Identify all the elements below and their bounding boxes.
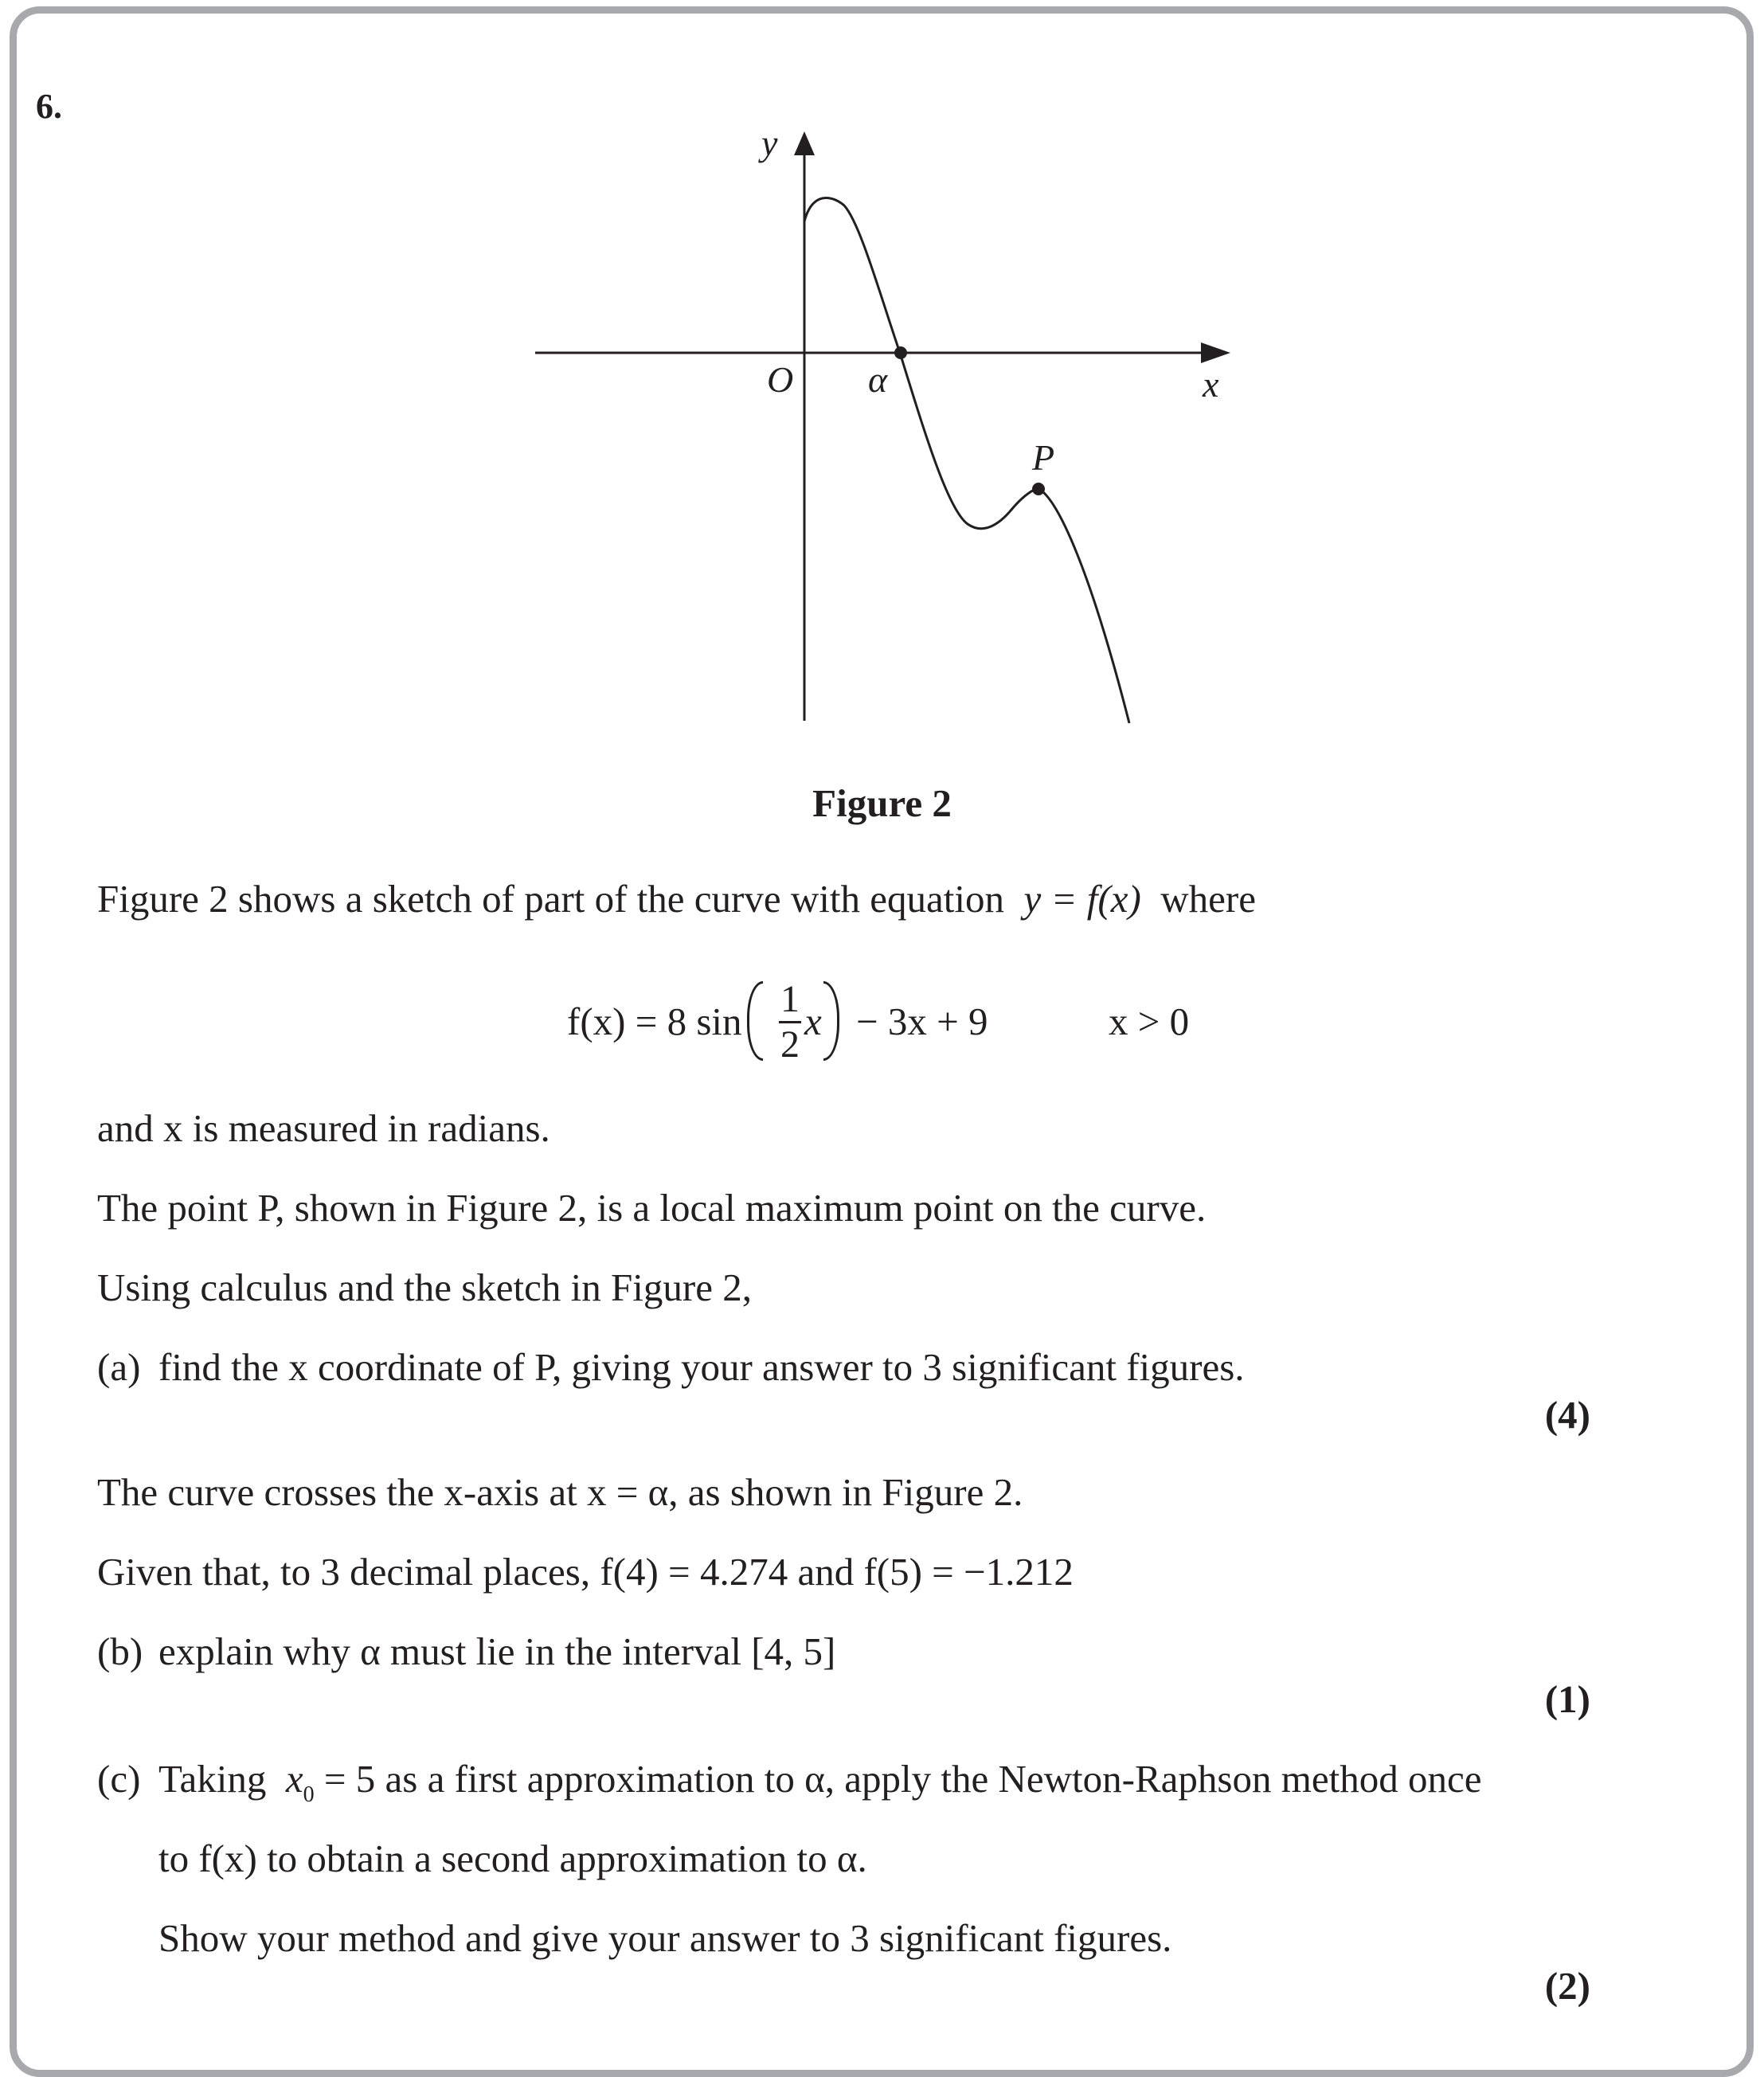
fraction-numerator: 1 [780, 978, 800, 1020]
part-c-line-2: to f(x) to obtain a second approximation to α. [158, 1836, 867, 1880]
curve [804, 198, 1129, 723]
y-axis-label: y [761, 123, 778, 163]
part-c-rest: = 5 as a first approximation to α, apply the Newton-Raphson method once [323, 1757, 1482, 1801]
equation-domain: x > 0 [1109, 999, 1190, 1043]
root-point [894, 346, 907, 359]
intro-line [97, 876, 1256, 921]
part-c-line-3: Show your method and give your answer to 3 significant figures. [158, 1916, 1172, 1960]
radians-line: and x is measured in radians. [97, 1106, 550, 1150]
curve-sketch-figure [0, 0, 1764, 765]
alpha-label: α [868, 359, 888, 400]
part-b-text: explain why α must lie in the interval [4, 5] [158, 1629, 836, 1673]
crosses-line: The curve crosses the x-axis at x = α, as shown in Figure 2. [97, 1470, 1023, 1514]
origin-label: O [767, 359, 794, 400]
x-zero-symbol: x [285, 1757, 303, 1801]
y-axis-arrow-icon [794, 131, 815, 155]
point-p-label: P [1032, 437, 1055, 478]
left-bracket [747, 981, 763, 1061]
x-zero-subscript: 0 [303, 1782, 315, 1807]
x-axis-label: x [1203, 364, 1219, 405]
equation-lhs: f(x) = 8 sin [567, 999, 742, 1043]
intro-equation: y = f(x) [1023, 877, 1141, 921]
question-number: 6. [36, 87, 62, 126]
x-axis-arrow-icon [1201, 342, 1230, 363]
figure-caption: Figure 2 [812, 781, 952, 825]
fraction-denominator: 2 [780, 1023, 800, 1066]
equation-x: x [804, 999, 822, 1043]
point-p [1032, 483, 1045, 495]
half-fraction [779, 980, 801, 1065]
part-c-taking: Taking [158, 1757, 267, 1801]
part-a-text: find the x coordinate of P, giving your answer to 3 significant figures. [158, 1345, 1245, 1389]
part-c-marks: (2) [1544, 1964, 1590, 2008]
given-line: Given that, to 3 decimal places, f(4) = 4.274 and f(5) = −1.212 [97, 1550, 1074, 1594]
part-c-line-1 [158, 1756, 1481, 1808]
part-b-label: (b) [97, 1629, 143, 1673]
equation-rest: − 3x + 9 [856, 999, 988, 1043]
calculus-line: Using calculus and the sketch in Figure 2, [97, 1265, 752, 1309]
part-c-label: (c) [97, 1757, 141, 1801]
part-b-marks: (1) [1544, 1677, 1590, 1721]
intro-end: where [1160, 877, 1256, 921]
part-a-label: (a) [97, 1345, 141, 1389]
function-definition [0, 980, 1764, 1067]
part-a-marks: (4) [1544, 1393, 1590, 1437]
point-p-line: The point P, shown in Figure 2, is a local maximum point on the curve. [97, 1186, 1207, 1230]
right-bracket [823, 981, 839, 1061]
intro-text: Figure 2 shows a sketch of part of the curve with equation [97, 877, 1004, 921]
